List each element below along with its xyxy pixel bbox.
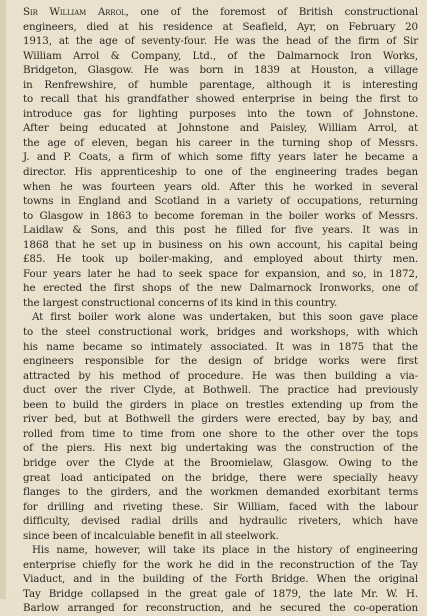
text-line: great load anticipated on the bridge, there were specially heavy [23,471,418,484]
text-line: since been of incalculable benefit in all steelwork. [23,529,279,542]
text-line: to Glasgow in 1863 to become foreman in the boiler works of Messrs. [23,209,418,222]
text-line: to the steel constructional work, bridges and workshops, with which [23,326,418,339]
text-line: Viaduct, and in the building of the Forth Bridge. When the original [23,573,418,586]
text-line: in Renfrewshire, of humble parentage, although it is interesting [23,78,418,91]
text-line: Barlow arranged for reconstruction, and he secured the co-operation [23,602,418,615]
text-line: introduce gas for lighting purposes into the town of Johnstone. [23,107,418,120]
text-line: been to build the girders in place on trestles extending up from the [23,398,418,411]
text-line: of the piers. His next big undertaking was the construction of the [23,442,418,455]
text-line: engineers, died at his residence at Seafield, Ayr, on February 20 [23,20,418,33]
text-line: 1913, at the age of seventy-four. He was the head of the firm of Sir [23,35,418,48]
text-line-content: , one of the foremost of British constructional [125,6,418,18]
text-line: 1868 that he set up in business on his own account, his capital being [23,238,418,251]
text-line: engineers responsible for the design of bridge works were first [23,355,418,368]
text-line: Four years later he had to seek space for expansion, and so, in 1872, [23,267,418,280]
text-line: enterprise chiefly for the work he did in the reconstruction of the Tay [23,558,418,571]
text-line: £85. He took up boiler-making, and employed about thirty men. [23,253,418,266]
text-line: Bridgeton, Glasgow. He was born in 1839 at Houston, a village [23,64,418,77]
text-line: His name, however, will take its place in the history of engineering [32,544,418,557]
text-line: William Arrol & Company, Ltd., of the Dalmarnock Iron Works, [23,49,418,62]
text-line: difficulty, devised radial drills and hydraulic riveters, which have [23,515,418,528]
text-line: towns in England and Scotland in a variety of occupations, returning [23,195,418,208]
text-line: At first boiler work alone was undertaken, but this soon gave place [32,311,418,324]
text-line: he erected the first shops of the new Dalmarnock Ironworks, one of [23,282,418,295]
text-line: bridge over the Clyde at the Broomielaw, Glasgow. Owing to the [23,456,418,469]
text-line: Tay Bridge collapsed in the great gale of 1879, the late Mr. W. H. [23,587,418,600]
text-line: the largest constructional concerns of its kind in this country. [23,296,338,309]
article-body [23,5,418,616]
page-edge-shadow [0,0,6,599]
text-line: river bed, but at Bothwell the girders were erected, bay by bay, and [23,413,418,426]
text-line [23,5,418,20]
text-line: for drilling and riveting these. Sir William, faced with the labour [23,500,418,513]
text-line: duct over the river Clyde, at Bothwell. The practice had previously [23,384,418,397]
text-line: J. and P. Coats, a firm of which some fifty years later he became a [23,151,418,164]
text-line: the age of eleven, began his career in the turning shop of Messrs. [23,136,418,149]
lead-name: Sir William Arrol [23,6,126,18]
text-line: to recall that his grandfather showed enterprise in being the first to [23,93,418,106]
text-line: flanges to the girders, and the workmen demanded exorbitant terms [23,486,418,499]
text-line: Laidlaw & Sons, and this post he filled for five years. It was in [23,224,418,237]
text-line: his name became so intimately associated. It was in 1875 that the [23,340,418,353]
text-line: director. His apprenticeship to one of the engineering trades began [23,166,418,179]
text-line: After being educated at Johnstone and Paisley, William Arrol, at [23,122,418,135]
text-line: when he was fourteen years old. After this he worked in several [23,180,418,193]
text-line: attracted by his method of procedure. He was then building a via- [23,369,418,382]
text-line: rolled from time to time from one shore to the other over the tops [23,427,418,440]
